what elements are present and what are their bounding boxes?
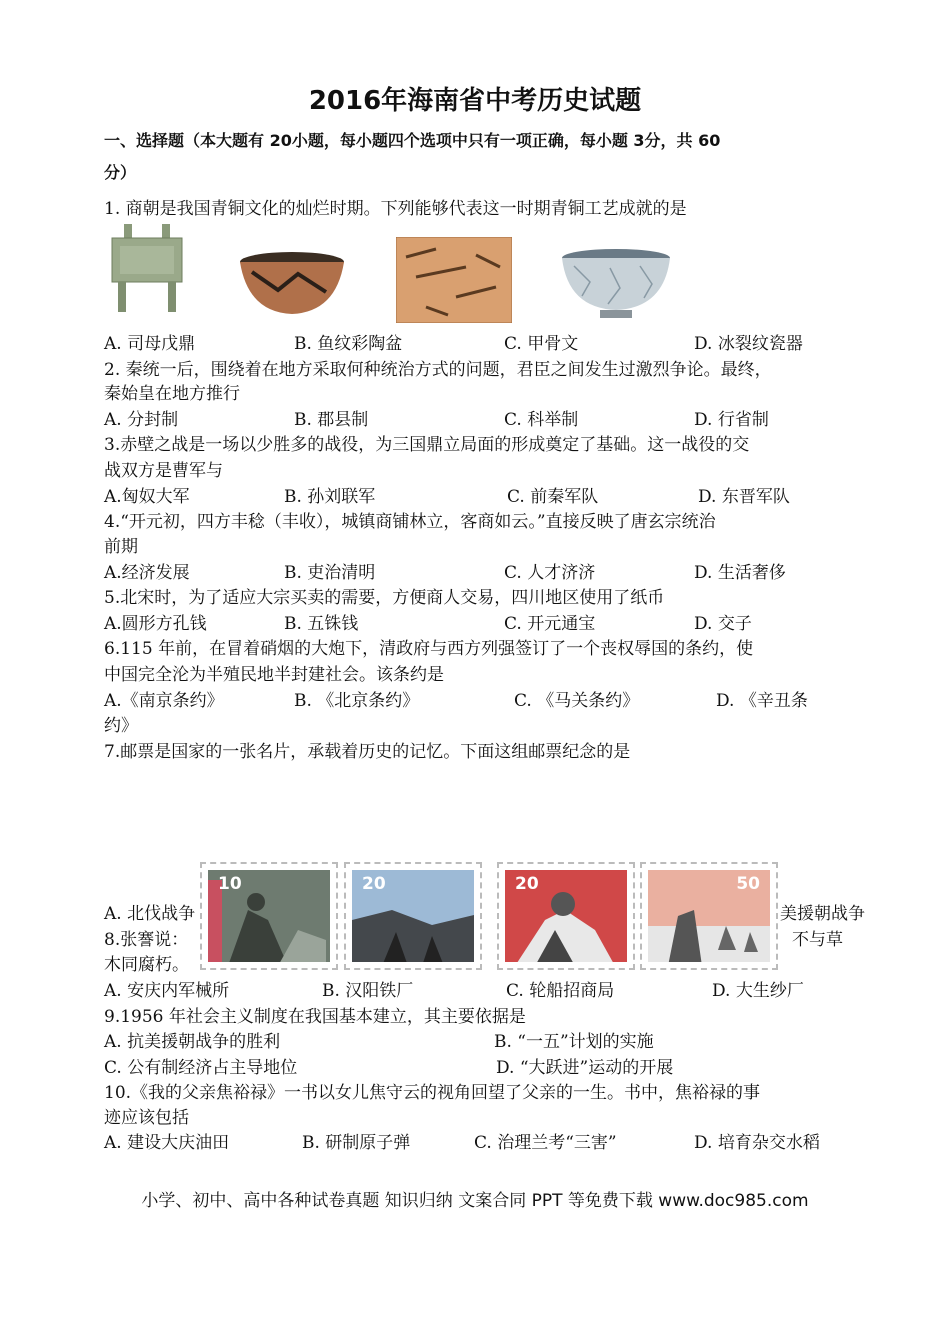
q3-option-b: B. 孙刘联军 [284, 487, 376, 507]
q8-option-c: C. 轮船招商局 [506, 981, 615, 1001]
q1-option-c: C. 甲骨文 [504, 334, 579, 354]
q7-option-d-tail: 美援朝战争 [780, 904, 865, 924]
q1-option-b: B. 鱼纹彩陶盆 [294, 334, 403, 354]
q4-option-d: D. 生活奢侈 [694, 563, 786, 583]
q6-option-b: B. 《北京条约》 [294, 691, 420, 711]
stamp-2 [344, 862, 482, 970]
q9-option-a: A. 抗美援朝战争的胜利 [104, 1032, 281, 1052]
q5-option-c: C. 开元通宝 [504, 614, 596, 634]
q6-option-d-cont: 约》 [104, 716, 138, 736]
q9-stem: 9.1956 年社会主义制度在我国基本建立，其主要依据是 [104, 1007, 526, 1027]
stamp-3 [497, 862, 635, 970]
crackle-porcelain-image [560, 248, 672, 320]
q6-option-a: A.《南京条约》 [104, 691, 224, 711]
painted-pottery-basin-image [238, 250, 346, 316]
q6-option-d: D. 《辛丑条 [716, 691, 808, 711]
q1-stem: 1. 商朝是我国青铜文化的灿烂时期。下列能够代表这一时期青铜工艺成就的是 [104, 199, 687, 219]
stamp-3-value: 20 [515, 874, 539, 894]
oracle-bone-image [396, 237, 512, 323]
q9-option-b: B. “一五”计划的实施 [494, 1032, 654, 1052]
section-heading-cont: 分） [104, 163, 137, 182]
q2-option-d: D. 行省制 [694, 410, 769, 430]
q2-stem-cont: 秦始皇在地方推行 [104, 384, 240, 404]
q6-option-c: C. 《马关条约》 [514, 691, 640, 711]
q3-option-c: C. 前秦军队 [507, 487, 599, 507]
stamp-4 [640, 862, 778, 970]
q3-option-a: A.匈奴大军 [104, 487, 190, 507]
q2-stem: 2. 秦统一后，围绕着在地方采取何种统治方式的问题，君臣之间发生过激烈争论。最终， [104, 360, 772, 380]
q10-option-c: C. 治理兰考“三害” [474, 1133, 617, 1153]
q8-stem-cont: 木同腐朽。 [104, 955, 189, 975]
q4-option-b: B. 吏治清明 [284, 563, 376, 583]
q9-option-d: D. “大跃进”运动的开展 [496, 1058, 674, 1078]
q3-stem: 3.赤壁之战是一场以少胜多的战役，为三国鼎立局面的形成奠定了基础。这一战役的交 [104, 435, 750, 455]
q10-option-a: A. 建设大庆油田 [104, 1133, 230, 1153]
q6-stem: 6.115 年前，在冒着硝烟的大炮下，清政府与西方列强签订了一个丧权辱国的条约，使 [104, 639, 754, 659]
q8-option-a: A. 安庆内军械所 [104, 981, 230, 1001]
q10-stem-cont: 迹应该包括 [104, 1108, 189, 1128]
q8-option-b: B. 汉阳铁厂 [322, 981, 414, 1001]
q7-stem: 7.邮票是国家的一张名片，承载着历史的记忆。下面这组邮票纪念的是 [104, 742, 631, 762]
q8-stem-tail: 不与草 [792, 930, 843, 950]
q10-option-b: B. 研制原子弹 [302, 1133, 411, 1153]
q2-option-c: C. 科举制 [504, 410, 579, 430]
q4-stem-cont: 前期 [104, 537, 138, 557]
q5-stem: 5.北宋时，为了适应大宗买卖的需要，方便商人交易，四川地区使用了纸币 [104, 588, 665, 608]
q2-option-b: B. 郡县制 [294, 410, 369, 430]
q5-option-b: B. 五铢钱 [284, 614, 359, 634]
stamp-1-value: 10 [218, 874, 242, 894]
q3-option-d: D. 东晋军队 [698, 487, 790, 507]
q2-option-a: A. 分封制 [104, 410, 179, 430]
q6-stem-cont: 中国完全沦为半殖民地半封建社会。该条约是 [104, 665, 444, 685]
q4-option-a: A.经济发展 [104, 563, 190, 583]
stamp-2-value: 20 [362, 874, 386, 894]
q10-option-d: D. 培育杂交水稻 [694, 1133, 820, 1153]
q5-option-a: A.圆形方孔钱 [104, 614, 207, 634]
q8-option-d: D. 大生纱厂 [712, 981, 804, 1001]
q1-option-d: D. 冰裂纹瓷器 [694, 334, 803, 354]
stamp-1 [200, 862, 338, 970]
q5-option-d: D. 交子 [694, 614, 752, 634]
footer-download-link[interactable]: 小学、初中、高中各种试卷真题 知识归纳 文案合同 PPT 等免费下载 www.doc985.com [141, 1191, 809, 1211]
page-title: 2016年海南省中考历史试题 [308, 86, 642, 116]
ding-vessel-image [106, 222, 188, 314]
q9-option-c: C. 公有制经济占主导地位 [104, 1058, 298, 1078]
q4-stem: 4.“开元初，四方丰稔（丰收），城镇商铺林立，客商如云。”直接反映了唐玄宗统治 [104, 512, 716, 532]
stamp-4-value: 50 [736, 874, 760, 894]
q7-option-a: A. 北伐战争 [104, 904, 196, 924]
q1-option-a: A. 司母戊鼎 [104, 334, 196, 354]
q10-stem: 10.《我的父亲焦裕禄》一书以女儿焦守云的视角回望了父亲的一生。书中，焦裕禄的事 [104, 1083, 761, 1103]
q4-option-c: C. 人才济济 [504, 563, 596, 583]
q8-stem: 8.张謇说： [104, 930, 189, 950]
section-heading: 一、选择题（本大题有 20小题，每小题四个选项中只有一项正确，每小题 3分，共 60 [104, 131, 721, 150]
q3-stem-cont: 战双方是曹军与 [104, 461, 223, 481]
